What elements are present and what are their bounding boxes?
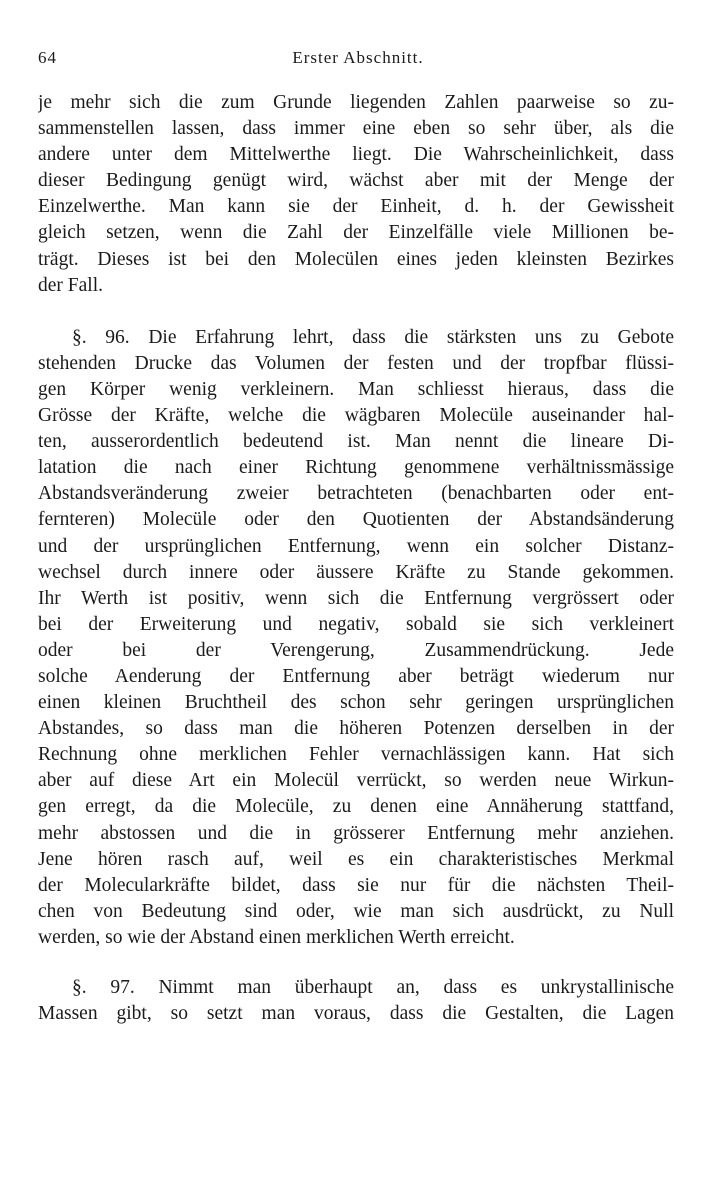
text-line: stehenden Drucke das Volumen der festen und der tropfbar flüssi- (38, 352, 674, 374)
text-line: einen kleinen Bruchtheil des schon sehr geringen ursprünglichen (38, 692, 674, 714)
text-line: trägt. Dieses ist bei den Molecülen eines jeden kleinsten Bezirkes (38, 248, 674, 270)
text-line: Grösse der Kräfte, welche die wägbaren Molecüle auseinander hal- (38, 405, 674, 427)
text-line: gen erregt, da die Molecüle, zu denen eine Annäherung stattfand, (38, 796, 674, 818)
text-line: Einzelwerthe. Man kann sie der Einheit, d. h. der Gewissheit (38, 196, 674, 218)
text-line: oder bei der Verengerung, Zusammendrückung. Jede (38, 639, 674, 661)
text-line: je mehr sich die zum Grunde liegenden Zahlen paarweise so zu- (38, 92, 674, 113)
text-line: gen Körper wenig verkleinern. Man schliesst hieraus, dass die (38, 378, 674, 400)
text-line: fernteren) Molecüle oder den Quotienten der Abstandsänderung (38, 509, 674, 531)
paragraph-continuation (38, 90, 674, 299)
text-line: latation die nach einer Richtung genommene verhältnissmässige (38, 457, 674, 479)
text-line: andere unter dem Mittelwerthe liegt. Die Wahrscheinlichkeit, dass (38, 144, 674, 166)
body-text (38, 90, 674, 1027)
running-head: Erster Abschnitt. (292, 48, 424, 67)
text-line: werden, so wie der Abstand einen merklichen Werth erreicht. (38, 926, 515, 948)
page-number: 64 (38, 48, 57, 67)
paragraph-section-97 (38, 975, 674, 1027)
text-line: solche Aenderung der Entfernung aber beträgt wiederum nur (38, 665, 674, 687)
text-line: Massen gibt, so setzt man voraus, dass die Gestalten, die Lagen (38, 1003, 674, 1025)
text-line: aber auf diese Art ein Molecül verrückt, so werden neue Wirkun- (38, 770, 674, 792)
text-line: gleich setzen, wenn die Zahl der Einzelfälle viele Millionen be- (38, 222, 674, 244)
text-line: ten, ausserordentlich bedeutend ist. Man nennt die lineare Di- (38, 431, 674, 453)
text-line: Ihr Werth ist positiv, wenn sich die Entfernung vergrössert oder (38, 587, 674, 609)
text-line: Abstandes, so dass man die höheren Potenzen derselben in der (38, 718, 674, 740)
text-line: bei der Erweiterung und negativ, sobald sie sich verkleinert (38, 613, 674, 635)
text-line: und der ursprünglichen Entfernung, wenn ein solcher Distanz- (38, 535, 674, 557)
text-line: der Fall. (38, 274, 103, 296)
text-line: dieser Bedingung genügt wird, wächst aber mit der Menge der (38, 170, 674, 192)
text-line: sammenstellen lassen, dass immer eine eben so sehr über, als die (38, 118, 674, 140)
text-line: wechsel durch innere oder äussere Kräfte zu Stande gekommen. (38, 561, 674, 583)
page-header (38, 48, 678, 72)
text-line: der Molecularkräfte bildet, dass sie nur für die nächsten Theil- (38, 874, 674, 896)
text-line: §. 97. Nimmt man überhaupt an, dass es unkrystallinische (72, 977, 674, 998)
text-line: §. 96. Die Erfahrung lehrt, dass die stärksten uns zu Gebote (72, 326, 674, 348)
text-line: Abstandsveränderung zweier betrachteten (benachbarten oder ent- (38, 483, 674, 505)
text-line: Jene hören rasch auf, weil es ein charakteristisches Merkmal (38, 848, 674, 870)
text-line: Rechnung ohne merklichen Fehler vernachlässigen kann. Hat sich (38, 744, 674, 766)
paragraph-section-96 (38, 325, 674, 951)
text-line: chen von Bedeutung sind oder, wie man sich ausdrückt, zu Null (38, 900, 674, 922)
text-line: mehr abstossen und die in grösserer Entfernung mehr anziehen. (38, 822, 674, 844)
